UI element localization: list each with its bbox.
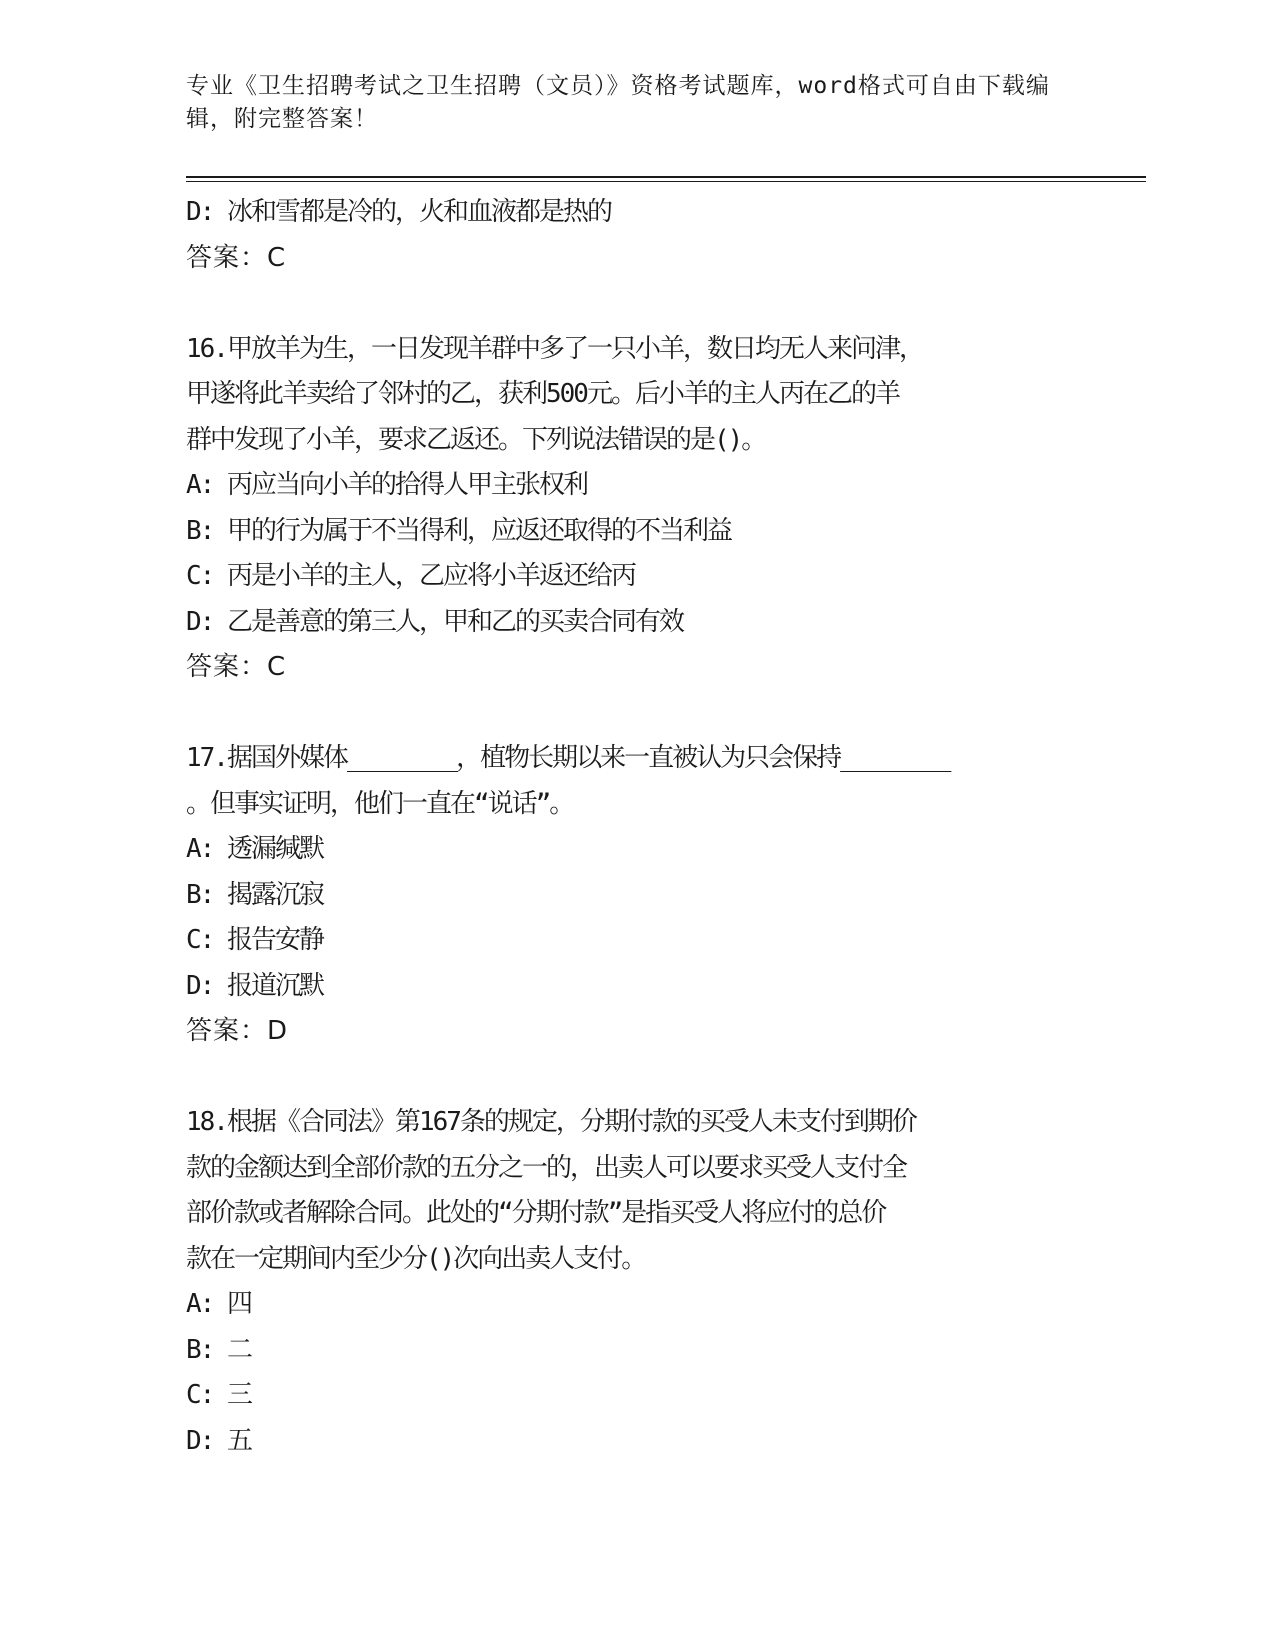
answer-label: 答案：D [186, 1016, 289, 1046]
question-stem-line: 款在一定期间内至少分()次向出卖人支付。 [186, 1243, 646, 1274]
question-15-tail [186, 190, 1086, 281]
question-17 [186, 736, 1086, 1055]
option-b: B: 二 [186, 1334, 251, 1365]
question-stem-line: 17.据国外媒体________，植物长期以来一直被认为只会保持________ [186, 743, 950, 773]
spacer [186, 281, 1086, 327]
option-d: D: 五 [186, 1425, 251, 1456]
option-c: C: 丙是小羊的主人，乙应将小羊返还给丙 [186, 561, 635, 591]
question-stem-line: 甲遂将此羊卖给了邻村的乙，获利500元。后小羊的主人丙在乙的羊 [186, 379, 899, 409]
question-18 [186, 1100, 1086, 1464]
question-stem-line: 群中发现了小羊，要求乙返还。下列说法错误的是()。 [186, 424, 766, 455]
question-stem-line: 款的金额达到全部价款的五分之一的，出卖人可以要求买受人支付全 [186, 1152, 907, 1183]
header-divider-thin [186, 181, 1146, 182]
question-stem-line: 18.根据《合同法》第167条的规定，分期付款的买受人未支付到期价 [186, 1107, 916, 1137]
document-header: 专业《卫生招聘考试之卫生招聘（文员）》资格考试题库，word格式可自由下载编辑，附完整答案！ [186, 73, 1050, 132]
option-b: B: 揭露沉寂 [186, 879, 323, 910]
question-stem-line: 16.甲放羊为生，一日发现羊群中多了一只小羊，数日均无人来问津， [186, 333, 923, 364]
header-divider-thick [186, 176, 1146, 178]
option-c: C: 报告安静 [186, 925, 323, 955]
option-d: D: 报道沉默 [186, 970, 323, 1001]
option-d: D: 冰和雪都是冷的，火和血液都是热的 [186, 197, 611, 227]
question-stem-line: 。但事实证明，他们一直在“说话”。 [186, 788, 574, 819]
question-list [186, 190, 1086, 1464]
spacer [186, 691, 1086, 737]
option-d: D: 乙是善意的第三人，甲和乙的买卖合同有效 [186, 606, 683, 637]
option-b: B: 甲的行为属于不当得利，应返还取得的不当利益 [186, 515, 731, 546]
option-a: A: 四 [186, 1289, 251, 1319]
spacer [186, 1055, 1086, 1101]
question-16 [186, 327, 1086, 691]
option-a: A: 丙应当向小羊的拾得人甲主张权利 [186, 470, 587, 500]
option-c: C: 三 [186, 1380, 251, 1410]
question-stem-line: 部价款或者解除合同。此处的“分期付款”是指买受人将应付的总价 [186, 1198, 886, 1228]
answer-label: 答案：C [186, 652, 287, 682]
option-a: A: 透漏缄默 [186, 834, 323, 864]
answer-label: 答案：C [186, 242, 287, 273]
